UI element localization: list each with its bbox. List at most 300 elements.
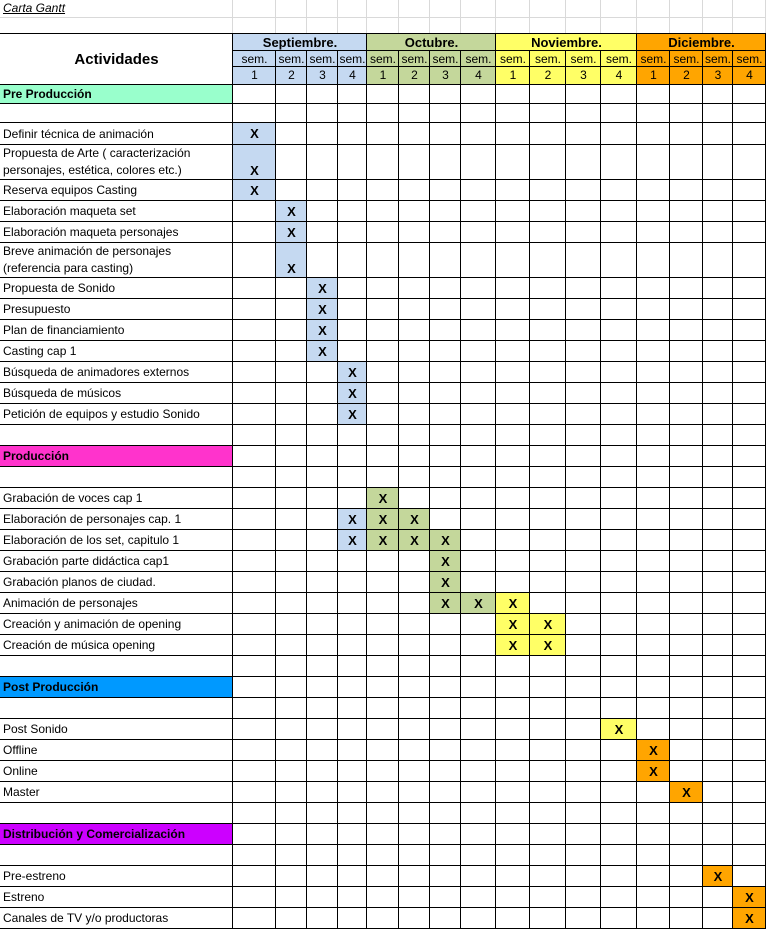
week-cell[interactable] — [367, 782, 399, 803]
week-cell[interactable] — [637, 362, 670, 383]
week-cell[interactable] — [566, 299, 601, 320]
week-cell[interactable] — [670, 85, 703, 104]
week-cell[interactable] — [399, 362, 430, 383]
week-cell[interactable] — [703, 320, 733, 341]
week-cell[interactable] — [637, 593, 670, 614]
week-cell[interactable] — [703, 425, 733, 446]
week-cell[interactable] — [530, 341, 566, 362]
week-cell[interactable] — [703, 201, 733, 222]
week-cell[interactable] — [307, 908, 338, 929]
week-cell[interactable] — [276, 530, 307, 551]
week-cell[interactable] — [399, 446, 430, 467]
week-cell[interactable] — [601, 572, 637, 593]
week-cell[interactable] — [530, 677, 566, 698]
week-cell[interactable] — [399, 222, 430, 243]
week-cell[interactable] — [430, 243, 461, 278]
week-cell[interactable] — [601, 824, 637, 845]
week-cell[interactable] — [307, 803, 338, 824]
week-cell[interactable] — [670, 320, 703, 341]
week-cell[interactable] — [637, 782, 670, 803]
week-cell[interactable] — [496, 341, 530, 362]
week-cell[interactable] — [703, 243, 733, 278]
week-cell[interactable] — [637, 180, 670, 201]
week-cell[interactable] — [670, 104, 703, 123]
week-cell[interactable] — [733, 488, 766, 509]
week-cell[interactable] — [637, 866, 670, 887]
week-cell[interactable] — [703, 572, 733, 593]
week-cell[interactable] — [530, 698, 566, 719]
week-cell[interactable] — [367, 824, 399, 845]
week-cell[interactable] — [399, 201, 430, 222]
week-cell[interactable] — [703, 614, 733, 635]
week-cell[interactable] — [496, 446, 530, 467]
week-cell[interactable] — [601, 180, 637, 201]
week-cell[interactable] — [461, 803, 496, 824]
week-cell[interactable] — [670, 551, 703, 572]
week-cell[interactable] — [367, 887, 399, 908]
week-cell[interactable] — [733, 320, 766, 341]
week-cell[interactable] — [430, 908, 461, 929]
week-cell[interactable] — [307, 740, 338, 761]
week-cell[interactable] — [461, 446, 496, 467]
week-cell[interactable] — [601, 635, 637, 656]
week-cell[interactable] — [637, 824, 670, 845]
week-cell[interactable] — [399, 698, 430, 719]
week-cell[interactable] — [733, 740, 766, 761]
week-cell[interactable] — [496, 85, 530, 104]
week-cell[interactable] — [566, 698, 601, 719]
week-cell[interactable] — [733, 656, 766, 677]
week-cell[interactable] — [496, 719, 530, 740]
grid-cell[interactable] — [566, 18, 601, 34]
grid-cell[interactable] — [496, 18, 530, 34]
week-cell[interactable] — [670, 698, 703, 719]
week-cell[interactable] — [461, 509, 496, 530]
grid-cell[interactable] — [637, 18, 670, 34]
week-cell[interactable] — [496, 383, 530, 404]
week-cell[interactable] — [276, 656, 307, 677]
week-cell[interactable] — [637, 530, 670, 551]
week-cell[interactable] — [733, 782, 766, 803]
week-cell[interactable] — [733, 635, 766, 656]
week-cell[interactable] — [399, 123, 430, 145]
week-cell[interactable] — [276, 299, 307, 320]
week-cell[interactable] — [637, 299, 670, 320]
week-cell[interactable] — [601, 908, 637, 929]
week-cell[interactable] — [276, 180, 307, 201]
week-cell[interactable] — [367, 467, 399, 488]
grid-cell[interactable] — [338, 18, 367, 34]
week-cell[interactable] — [233, 85, 276, 104]
week-cell[interactable] — [430, 104, 461, 123]
week-cell[interactable] — [233, 320, 276, 341]
week-cell[interactable] — [338, 222, 367, 243]
week-cell[interactable] — [338, 551, 367, 572]
week-cell[interactable] — [637, 635, 670, 656]
week-cell[interactable] — [430, 635, 461, 656]
week-cell[interactable] — [338, 180, 367, 201]
week-cell[interactable] — [703, 908, 733, 929]
week-cell[interactable] — [430, 341, 461, 362]
week-cell[interactable] — [670, 488, 703, 509]
week-cell[interactable] — [276, 145, 307, 180]
week-cell[interactable] — [307, 509, 338, 530]
week-cell[interactable] — [338, 425, 367, 446]
week-cell[interactable] — [703, 488, 733, 509]
week-cell[interactable] — [233, 803, 276, 824]
week-cell[interactable] — [338, 488, 367, 509]
week-cell[interactable] — [461, 656, 496, 677]
week-cell[interactable] — [399, 677, 430, 698]
week-cell[interactable] — [399, 551, 430, 572]
week-cell[interactable] — [399, 593, 430, 614]
week-cell[interactable] — [566, 222, 601, 243]
week-cell[interactable] — [399, 719, 430, 740]
week-cell[interactable] — [430, 201, 461, 222]
week-cell[interactable] — [670, 123, 703, 145]
week-cell[interactable] — [733, 278, 766, 299]
week-cell[interactable] — [430, 740, 461, 761]
grid-cell[interactable] — [703, 18, 733, 34]
week-cell[interactable] — [637, 85, 670, 104]
week-cell[interactable] — [233, 467, 276, 488]
week-cell[interactable] — [307, 635, 338, 656]
week-cell[interactable] — [399, 404, 430, 425]
week-cell[interactable] — [367, 719, 399, 740]
week-cell[interactable] — [399, 782, 430, 803]
week-cell[interactable] — [637, 222, 670, 243]
grid-cell[interactable] — [307, 18, 338, 34]
week-cell[interactable] — [703, 593, 733, 614]
week-cell[interactable] — [461, 180, 496, 201]
week-cell[interactable] — [530, 467, 566, 488]
week-cell[interactable] — [670, 467, 703, 488]
week-cell[interactable] — [461, 761, 496, 782]
week-cell[interactable] — [461, 887, 496, 908]
week-cell[interactable] — [703, 845, 733, 866]
week-cell[interactable] — [276, 341, 307, 362]
week-cell[interactable] — [496, 740, 530, 761]
week-cell[interactable] — [703, 404, 733, 425]
week-cell[interactable] — [566, 85, 601, 104]
week-cell[interactable] — [496, 698, 530, 719]
week-cell[interactable] — [430, 299, 461, 320]
week-cell[interactable] — [670, 201, 703, 222]
week-cell[interactable] — [670, 593, 703, 614]
week-cell[interactable] — [670, 341, 703, 362]
week-cell[interactable] — [530, 551, 566, 572]
grid-cell[interactable] — [670, 18, 703, 34]
week-cell[interactable] — [399, 383, 430, 404]
week-cell[interactable] — [496, 201, 530, 222]
grid-cell[interactable] — [338, 0, 367, 18]
week-cell[interactable] — [461, 677, 496, 698]
week-cell[interactable] — [367, 761, 399, 782]
week-cell[interactable] — [430, 488, 461, 509]
week-cell[interactable] — [338, 201, 367, 222]
week-cell[interactable] — [338, 320, 367, 341]
week-cell[interactable] — [703, 698, 733, 719]
week-cell[interactable] — [637, 845, 670, 866]
week-cell[interactable] — [566, 614, 601, 635]
week-cell[interactable] — [530, 446, 566, 467]
week-cell[interactable] — [601, 104, 637, 123]
week-cell[interactable] — [233, 551, 276, 572]
week-cell[interactable] — [703, 635, 733, 656]
week-cell[interactable] — [601, 551, 637, 572]
week-cell[interactable] — [430, 719, 461, 740]
week-cell[interactable] — [276, 866, 307, 887]
grid-cell[interactable] — [461, 0, 496, 18]
week-cell[interactable] — [338, 123, 367, 145]
week-cell[interactable] — [703, 278, 733, 299]
week-cell[interactable] — [430, 383, 461, 404]
week-cell[interactable] — [496, 887, 530, 908]
week-cell[interactable] — [233, 222, 276, 243]
week-cell[interactable] — [496, 243, 530, 278]
week-cell[interactable] — [233, 488, 276, 509]
week-cell[interactable] — [338, 243, 367, 278]
week-cell[interactable] — [530, 362, 566, 383]
week-cell[interactable] — [637, 572, 670, 593]
week-cell[interactable] — [601, 320, 637, 341]
grid-cell[interactable] — [367, 0, 399, 18]
week-cell[interactable] — [566, 341, 601, 362]
week-cell[interactable] — [601, 677, 637, 698]
week-cell[interactable] — [733, 614, 766, 635]
week-cell[interactable] — [637, 614, 670, 635]
week-cell[interactable] — [637, 404, 670, 425]
week-cell[interactable] — [703, 677, 733, 698]
week-cell[interactable] — [733, 551, 766, 572]
week-cell[interactable] — [276, 782, 307, 803]
week-cell[interactable] — [367, 299, 399, 320]
week-cell[interactable] — [703, 362, 733, 383]
week-cell[interactable] — [461, 740, 496, 761]
week-cell[interactable] — [566, 845, 601, 866]
week-cell[interactable] — [233, 782, 276, 803]
week-cell[interactable] — [430, 782, 461, 803]
week-cell[interactable] — [399, 656, 430, 677]
week-cell[interactable] — [276, 908, 307, 929]
week-cell[interactable] — [566, 320, 601, 341]
week-cell[interactable] — [399, 278, 430, 299]
week-cell[interactable] — [399, 425, 430, 446]
week-cell[interactable] — [566, 677, 601, 698]
week-cell[interactable] — [530, 180, 566, 201]
week-cell[interactable] — [430, 845, 461, 866]
week-cell[interactable] — [670, 761, 703, 782]
week-cell[interactable] — [233, 243, 276, 278]
week-cell[interactable] — [496, 551, 530, 572]
week-cell[interactable] — [338, 278, 367, 299]
week-cell[interactable] — [338, 845, 367, 866]
week-cell[interactable] — [496, 467, 530, 488]
week-cell[interactable] — [637, 145, 670, 180]
week-cell[interactable] — [601, 782, 637, 803]
week-cell[interactable] — [338, 299, 367, 320]
week-cell[interactable] — [461, 866, 496, 887]
week-cell[interactable] — [566, 719, 601, 740]
week-cell[interactable] — [399, 320, 430, 341]
week-cell[interactable] — [233, 104, 276, 123]
week-cell[interactable] — [601, 145, 637, 180]
week-cell[interactable] — [670, 299, 703, 320]
week-cell[interactable] — [530, 656, 566, 677]
week-cell[interactable] — [461, 104, 496, 123]
week-cell[interactable] — [601, 530, 637, 551]
week-cell[interactable] — [367, 222, 399, 243]
week-cell[interactable] — [233, 719, 276, 740]
week-cell[interactable] — [367, 677, 399, 698]
week-cell[interactable] — [307, 488, 338, 509]
week-cell[interactable] — [601, 222, 637, 243]
grid-cell[interactable] — [496, 0, 530, 18]
week-cell[interactable] — [566, 278, 601, 299]
week-cell[interactable] — [276, 467, 307, 488]
week-cell[interactable] — [670, 719, 703, 740]
week-cell[interactable] — [566, 446, 601, 467]
week-cell[interactable] — [367, 85, 399, 104]
week-cell[interactable] — [399, 614, 430, 635]
week-cell[interactable] — [733, 341, 766, 362]
week-cell[interactable] — [530, 530, 566, 551]
week-cell[interactable] — [566, 383, 601, 404]
week-cell[interactable] — [430, 85, 461, 104]
grid-cell[interactable] — [367, 18, 399, 34]
week-cell[interactable] — [733, 593, 766, 614]
week-cell[interactable] — [530, 740, 566, 761]
week-cell[interactable] — [530, 824, 566, 845]
grid-cell[interactable] — [307, 0, 338, 18]
week-cell[interactable] — [601, 425, 637, 446]
week-cell[interactable] — [703, 85, 733, 104]
week-cell[interactable] — [496, 362, 530, 383]
week-cell[interactable] — [670, 635, 703, 656]
week-cell[interactable] — [566, 201, 601, 222]
week-cell[interactable] — [430, 866, 461, 887]
week-cell[interactable] — [703, 180, 733, 201]
week-cell[interactable] — [530, 320, 566, 341]
week-cell[interactable] — [399, 572, 430, 593]
week-cell[interactable] — [233, 908, 276, 929]
week-cell[interactable] — [307, 761, 338, 782]
week-cell[interactable] — [733, 201, 766, 222]
week-cell[interactable] — [307, 593, 338, 614]
week-cell[interactable] — [307, 404, 338, 425]
week-cell[interactable] — [670, 425, 703, 446]
week-cell[interactable] — [276, 85, 307, 104]
week-cell[interactable] — [461, 635, 496, 656]
week-cell[interactable] — [637, 887, 670, 908]
week-cell[interactable] — [399, 824, 430, 845]
week-cell[interactable] — [530, 509, 566, 530]
week-cell[interactable] — [733, 85, 766, 104]
week-cell[interactable] — [496, 866, 530, 887]
week-cell[interactable] — [601, 656, 637, 677]
week-cell[interactable] — [367, 446, 399, 467]
week-cell[interactable] — [367, 845, 399, 866]
week-cell[interactable] — [461, 425, 496, 446]
week-cell[interactable] — [338, 677, 367, 698]
week-cell[interactable] — [703, 887, 733, 908]
week-cell[interactable] — [367, 320, 399, 341]
week-cell[interactable] — [367, 383, 399, 404]
week-cell[interactable] — [601, 509, 637, 530]
week-cell[interactable] — [367, 104, 399, 123]
week-cell[interactable] — [276, 740, 307, 761]
week-cell[interactable] — [338, 656, 367, 677]
week-cell[interactable] — [399, 467, 430, 488]
week-cell[interactable] — [496, 404, 530, 425]
week-cell[interactable] — [733, 383, 766, 404]
week-cell[interactable] — [601, 866, 637, 887]
week-cell[interactable] — [307, 614, 338, 635]
week-cell[interactable] — [430, 824, 461, 845]
week-cell[interactable] — [601, 278, 637, 299]
week-cell[interactable] — [430, 362, 461, 383]
week-cell[interactable] — [367, 243, 399, 278]
week-cell[interactable] — [496, 222, 530, 243]
week-cell[interactable] — [461, 782, 496, 803]
grid-cell[interactable] — [670, 0, 703, 18]
week-cell[interactable] — [338, 341, 367, 362]
week-cell[interactable] — [733, 866, 766, 887]
week-cell[interactable] — [733, 180, 766, 201]
week-cell[interactable] — [338, 145, 367, 180]
week-cell[interactable] — [338, 824, 367, 845]
week-cell[interactable] — [233, 572, 276, 593]
week-cell[interactable] — [307, 698, 338, 719]
week-cell[interactable] — [307, 656, 338, 677]
week-cell[interactable] — [601, 362, 637, 383]
grid-cell[interactable] — [733, 0, 766, 18]
week-cell[interactable] — [307, 362, 338, 383]
week-cell[interactable] — [733, 404, 766, 425]
week-cell[interactable] — [338, 614, 367, 635]
week-cell[interactable] — [530, 243, 566, 278]
week-cell[interactable] — [430, 887, 461, 908]
week-cell[interactable] — [601, 404, 637, 425]
week-cell[interactable] — [430, 761, 461, 782]
week-cell[interactable] — [530, 488, 566, 509]
week-cell[interactable] — [530, 278, 566, 299]
week-cell[interactable] — [703, 782, 733, 803]
week-cell[interactable] — [566, 243, 601, 278]
week-cell[interactable] — [367, 572, 399, 593]
week-cell[interactable] — [637, 201, 670, 222]
week-cell[interactable] — [430, 656, 461, 677]
week-cell[interactable] — [461, 320, 496, 341]
week-cell[interactable] — [430, 446, 461, 467]
week-cell[interactable] — [233, 446, 276, 467]
week-cell[interactable] — [733, 145, 766, 180]
week-cell[interactable] — [399, 243, 430, 278]
week-cell[interactable] — [276, 593, 307, 614]
week-cell[interactable] — [670, 383, 703, 404]
week-cell[interactable] — [233, 635, 276, 656]
week-cell[interactable] — [338, 719, 367, 740]
week-cell[interactable] — [566, 362, 601, 383]
week-cell[interactable] — [367, 201, 399, 222]
week-cell[interactable] — [733, 530, 766, 551]
week-cell[interactable] — [566, 782, 601, 803]
week-cell[interactable] — [566, 145, 601, 180]
week-cell[interactable] — [276, 488, 307, 509]
week-cell[interactable] — [233, 404, 276, 425]
week-cell[interactable] — [601, 85, 637, 104]
week-cell[interactable] — [601, 299, 637, 320]
